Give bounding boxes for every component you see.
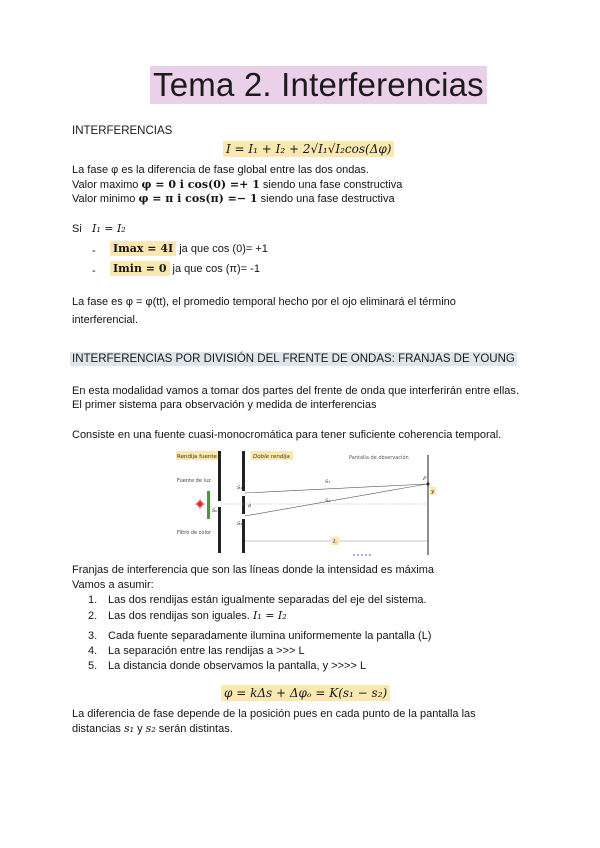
label-fuente-luz: Fuente de luz bbox=[177, 478, 211, 484]
label-ray-s2: S₂ bbox=[325, 498, 331, 504]
assumption-3-number: 3. bbox=[88, 630, 98, 642]
assumption-4-text: La separación entre las rendijas a >>> L bbox=[108, 645, 305, 657]
assumption-3 bbox=[88, 629, 431, 643]
phase-definition: La fase φ es la diferencia de fase global entre las dos ondas. bbox=[72, 164, 369, 176]
label-y: y bbox=[431, 489, 435, 495]
label-s1: S₁ bbox=[237, 485, 243, 491]
final-paragraph-line-1: La diferencia de fase depende de la posición pues en cada punto de la pantalla las bbox=[72, 708, 476, 720]
main-formula bbox=[223, 141, 394, 157]
label-doble-rendija: Doble rendija bbox=[253, 454, 290, 460]
assumption-4-number: 4. bbox=[88, 645, 98, 657]
si-condition: I₁ = I₂ bbox=[92, 222, 126, 235]
max-value-desc: siendo una fase constructiva bbox=[259, 179, 403, 191]
assumption-1-text: Las dos rendijas están igualmente separadas del eje del sistema. bbox=[108, 594, 427, 606]
phase-average-line-1: La fase es φ = φ(tt), el promedio temporal hecho por el ojo eliminará el término bbox=[72, 296, 456, 308]
final-paragraph-line-2 bbox=[72, 722, 233, 736]
young-paragraph-1: En esta modalidad vamos a tomar dos partes del frente de onda que interferirán entre ellas. bbox=[72, 385, 519, 397]
imax-text: ja que cos (0)= +1 bbox=[176, 243, 268, 255]
main-formula-text: I = I₁ + I₂ + 2√I₁√I₂cos(Δφ) bbox=[226, 142, 392, 156]
label-filtro: Filtro de color bbox=[177, 530, 211, 536]
min-value-desc: siendo una fase destructiva bbox=[257, 193, 395, 205]
min-value-label: Valor minimo bbox=[72, 193, 139, 205]
young-paragraph-3: Consiste en una fuente cuasi-monocromática para tener suficiente coherencia temporal. bbox=[72, 429, 502, 441]
assumption-2 bbox=[88, 609, 287, 623]
imin-math: Imin = 0 bbox=[110, 261, 170, 276]
label-p: P bbox=[423, 476, 427, 482]
assumption-5-text: La distancia donde observamos la pantalla, y >>>> L bbox=[108, 660, 367, 672]
label-pantalla: Pantalla de observación bbox=[349, 455, 409, 461]
imax-math: Imax = 4I bbox=[110, 241, 176, 256]
phase-difference-formula-text: φ = kΔs + Δφₒ = K(s₁ − s₂) bbox=[224, 686, 388, 700]
color-filter bbox=[207, 491, 210, 519]
assumption-5 bbox=[88, 659, 366, 673]
assumption-1 bbox=[88, 593, 427, 607]
label-rendija-fuente: Rendija fuente bbox=[177, 454, 217, 460]
min-value-math: φ = π i cos(π) =− 1 bbox=[138, 192, 258, 205]
assumption-2-number: 2. bbox=[88, 610, 98, 622]
max-value-math: φ = 0 i cos(0) =+ 1 bbox=[141, 178, 260, 191]
final-s2: s₂ bbox=[145, 722, 156, 735]
phase-average-line-2: interferencial. bbox=[72, 314, 139, 326]
assumption-4 bbox=[88, 644, 305, 658]
label-ray-s1: S₁ bbox=[325, 479, 331, 485]
assumption-3-text: Cada fuente separadamente ilumina uniformemente la pantalla (L) bbox=[108, 630, 432, 642]
assumption-1-number: 1. bbox=[88, 594, 98, 606]
max-value-line bbox=[72, 178, 402, 192]
label-L: L bbox=[333, 539, 337, 545]
imin-text: ja que cos (π)= -1 bbox=[169, 263, 260, 275]
min-value-line bbox=[72, 192, 395, 206]
label-s2: S₂ bbox=[237, 521, 243, 527]
young-paragraph-4: Franjas de interferencia que son las líneas donde la intensidad es máxima bbox=[72, 564, 434, 576]
si-label: Si bbox=[72, 223, 82, 235]
assumption-2-math: I₁ = I₂ bbox=[252, 609, 287, 622]
bullet-imax bbox=[110, 242, 268, 256]
page-title: Tema 2. Interferencias bbox=[150, 66, 487, 104]
bullet-imin bbox=[110, 262, 260, 276]
final-y: y bbox=[134, 723, 146, 735]
final-distancias: distancias bbox=[72, 723, 124, 735]
max-value-label: Valor maximo bbox=[72, 179, 142, 191]
young-double-slit-diagram bbox=[173, 449, 445, 559]
young-paragraph-2: El primer sistema para observación y medida de interferencias bbox=[72, 399, 377, 411]
final-s1: s₁ bbox=[123, 722, 135, 735]
bullet-dash-2: - bbox=[92, 265, 96, 277]
label-s0: S₀ bbox=[212, 508, 218, 514]
section-heading-young: INTERFERENCIAS POR DIVISIÓN DEL FRENTE DE ONDAS: FRANJAS DE YOUNG bbox=[72, 353, 515, 365]
young-paragraph-5: Vamos a asumir: bbox=[72, 579, 154, 591]
assumption-2-text: Las dos rendijas son iguales. bbox=[108, 610, 250, 622]
bullet-dash-1: - bbox=[92, 245, 96, 257]
final-seran: serán distintas. bbox=[155, 723, 233, 735]
section-heading-interferencias: INTERFERENCIAS bbox=[72, 125, 173, 137]
label-d: d bbox=[248, 503, 252, 509]
assumption-5-number: 5. bbox=[88, 660, 98, 672]
phase-difference-formula bbox=[221, 685, 390, 701]
